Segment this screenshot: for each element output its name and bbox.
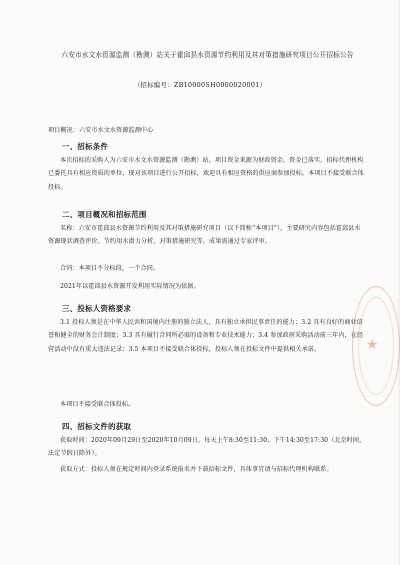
section-2-paragraph-3: 2021年以霍邱县水资源开发利用实际情况为依据。 <box>60 283 200 290</box>
official-seal-stamp: ★ <box>352 286 400 406</box>
section-heading-2: 二、项目概况和招标范围 <box>62 210 147 219</box>
section-1-paragraph: 本次招标的采购人为六安市水文水资源监测（勘测）站，项目资金来源为财政资金，资金已落实，招标代理机构已委托具有相应资质的单位，现对该项目进行公开招标，欢迎具有相应资格的供应商参加投标。本项目不接受联合体投标。 <box>48 157 364 191</box>
section-heading-3: 三、投标人资格要求 <box>62 304 132 313</box>
section-3-paragraph-1: 3.1 投标人须是在中华人民共和国境内注册的独立法人，具有独立承担民事责任的能力；3.2 具有良好的商业信誉和健全的财务会计制度；3.3 具有履行合同所必需的设备和专业技术能力；3.4 参加政府采购活动前三年内，在经营活动中没有重大违法记录；3.5 本项目不接受联合体投标，投标人须在投标文件中提供相关承诺。 <box>48 319 364 353</box>
section-3-paragraph-2: 本项目不接受联合体投标。 <box>60 401 135 408</box>
document-title: 六安市水文水资源监测（勘测）站关于霍邱县水资源节约利用及其对策措施研究项目公开招标公告 <box>61 51 354 59</box>
section-2-paragraph-1: 名称：六安市霍邱县水资源节约利用及其对策措施研究项目（以下简称“本项目”），主要研究内容包括霍邱县水资源现状调查评价、节约用水潜力分析、对策措施研究等，成果需通过专家评审。 <box>48 225 361 246</box>
section-4-paragraph-1: 获取时间：2020年09月29日至2020年10月09日，每天上午8:30至11:30，下午14:30至17:30（北京时间，法定节假日除外）。 <box>48 437 366 458</box>
section-heading-4: 四、招标文件的获取 <box>62 422 132 431</box>
intro-line: 项目概况：六安市水文水资源监测中心 <box>48 127 154 134</box>
bid-number: （招标编号：ZB10000SH0000020001） <box>133 81 267 89</box>
section-2-paragraph-2: 合同：本项目不分标段，一个合同。 <box>60 265 160 272</box>
section-heading-1: 一、招标条件 <box>62 142 109 151</box>
section-4-paragraph-2: 获取方式：投标人须在规定时间内登录系统报名并下载招标文件，具体事宜请与招标代理机构联系。 <box>60 466 333 473</box>
